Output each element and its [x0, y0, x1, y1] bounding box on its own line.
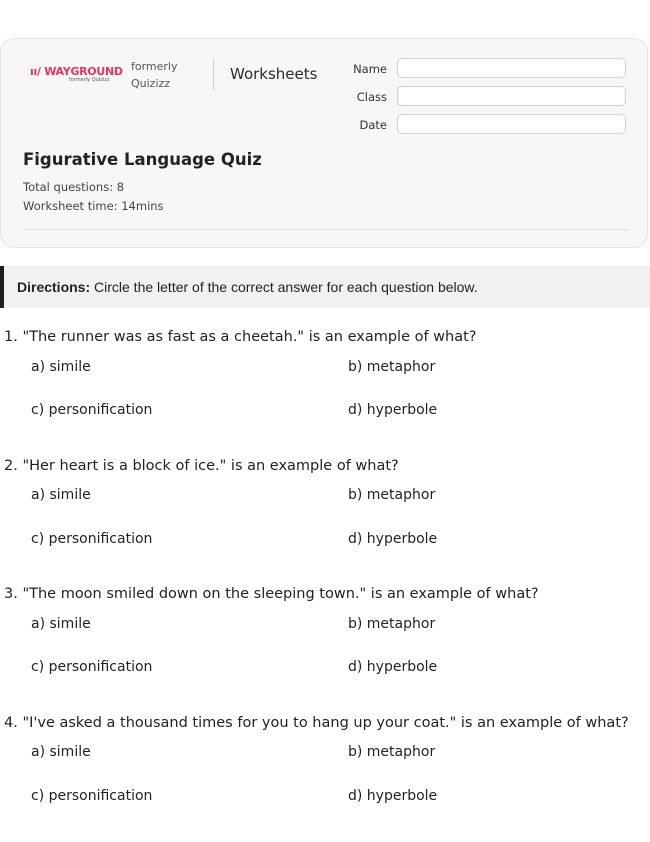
- wayground-logo: [30, 65, 123, 89]
- header-separator: [23, 229, 627, 230]
- class-label: Class: [356, 90, 387, 104]
- question-3-option-b[interactable]: b) metaphor: [348, 616, 436, 632]
- question-1-option-c[interactable]: c) personification: [31, 402, 153, 418]
- question-3-option-c[interactable]: c) personification: [31, 659, 153, 675]
- directions-text: Circle the letter of the correct answer for each question below.: [94, 279, 478, 295]
- class-field[interactable]: [397, 86, 626, 106]
- worksheets-label: Worksheets: [230, 65, 318, 83]
- name-field[interactable]: [397, 58, 626, 78]
- total-questions: Total questions: 8: [23, 180, 125, 194]
- question-2-option-c[interactable]: c) personification: [31, 531, 153, 547]
- date-label: Date: [359, 118, 387, 132]
- question-4-option-a[interactable]: a) simile: [31, 744, 91, 760]
- directions-label: Directions:: [17, 279, 91, 295]
- question-3-option-a[interactable]: a) simile: [31, 616, 91, 632]
- question-4-option-d[interactable]: d) hyperbole: [348, 788, 438, 804]
- question-4: 4. "I've asked a thousand times for you to hang up your coat." is an example of what?: [4, 715, 629, 731]
- worksheet-time: Worksheet time: 14mins: [23, 199, 164, 213]
- formerly-quizizz-note: [131, 58, 178, 92]
- question-2-option-b[interactable]: b) metaphor: [348, 487, 436, 503]
- quiz-title: Figurative Language Quiz: [23, 150, 262, 169]
- question-1-option-a[interactable]: a) simile: [31, 359, 91, 375]
- directions-banner: [0, 266, 650, 308]
- header-divider: [213, 58, 214, 90]
- question-1: 1. "The runner was as fast as a cheetah." is an example of what?: [4, 329, 477, 345]
- question-1-option-d[interactable]: d) hyperbole: [348, 402, 438, 418]
- question-3-option-d[interactable]: d) hyperbole: [348, 659, 438, 675]
- logo-subtext: formerly Quizizz: [69, 77, 110, 83]
- question-2-option-d[interactable]: d) hyperbole: [348, 531, 438, 547]
- quizizz-line: Quizizz: [131, 77, 171, 90]
- question-2: 2. "Her heart is a block of ice." is an example of what?: [4, 458, 399, 474]
- question-4-option-b[interactable]: b) metaphor: [348, 744, 436, 760]
- question-1-option-b[interactable]: b) metaphor: [348, 359, 436, 375]
- question-4-option-c[interactable]: c) personification: [31, 788, 153, 804]
- question-3: 3. "The moon smiled down on the sleeping town." is an example of what?: [4, 586, 539, 602]
- formerly-line: formerly: [131, 60, 178, 73]
- question-2-option-a[interactable]: a) simile: [31, 487, 91, 503]
- name-label: Name: [353, 62, 387, 76]
- logo-wordmark: ıı/ WAYGROUND: [30, 65, 123, 78]
- date-field[interactable]: [397, 114, 626, 134]
